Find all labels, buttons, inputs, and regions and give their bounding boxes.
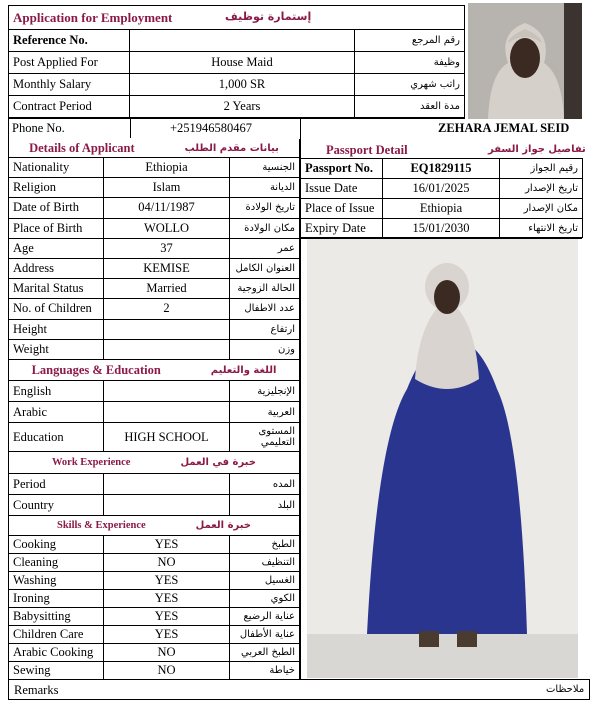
passport-row-value: 15/01/2030: [383, 219, 500, 239]
form-title: Application for Employment: [9, 6, 464, 30]
row-label-ar: عناية الأطفال: [230, 626, 300, 644]
header-row-label: Reference No.: [9, 30, 130, 52]
row-label-ar: التنظيف: [230, 554, 300, 572]
row-label-ar: العنوان الكامل: [230, 259, 300, 279]
row-value: [104, 495, 230, 516]
row-value: KEMISE: [104, 259, 230, 279]
row-value: [104, 340, 230, 360]
row-value: [104, 402, 230, 423]
row-label-ar: الحالة الزوجية: [230, 279, 300, 299]
row-value: Ethiopia: [104, 158, 230, 178]
section-header: [9, 139, 300, 158]
passport-row-label: Passport No.: [301, 159, 383, 179]
row-value: NO: [104, 554, 230, 572]
section-header: [9, 452, 300, 474]
row-value: NO: [104, 662, 230, 680]
row-label-ar: خياطة: [230, 662, 300, 680]
applicant-portrait: [468, 3, 582, 119]
passport-row-label: Issue Date: [301, 179, 383, 199]
header-row-label-ar: رقم المرجع: [355, 30, 464, 52]
row-value: 37: [104, 239, 230, 259]
row-label-ar: الجنسية: [230, 158, 300, 178]
section-title: Languages & Education: [31, 362, 161, 377]
header-row-label: Post Applied For: [9, 52, 130, 74]
row-label: Arabic Cooking: [9, 644, 104, 662]
header-row-value: 1,000 SR: [130, 74, 355, 96]
row-value: YES: [104, 590, 230, 608]
row-value: YES: [104, 626, 230, 644]
passport-row-label-ar: مكان الإصدار: [500, 199, 582, 219]
section-title: Details of Applicant: [29, 140, 135, 155]
row-label-ar: تاريخ الولادة: [230, 198, 300, 218]
row-label: Children Care: [9, 626, 104, 644]
passport-row-label: Expiry Date: [301, 219, 383, 239]
passport-row-label-ar: رقيم الجواز: [500, 159, 582, 179]
row-label-ar: العربية: [230, 402, 300, 423]
row-label: Sewing: [9, 662, 104, 680]
row-label: Education: [9, 423, 104, 452]
applicant-full-photo: [307, 239, 578, 678]
header-row-label: Contract Period: [9, 96, 130, 118]
row-label: Cooking: [9, 536, 104, 554]
row-value: YES: [104, 536, 230, 554]
passport-row-label-ar: تاريخ الانتهاء: [500, 219, 582, 239]
header-row-value: 2 Years: [130, 96, 355, 118]
row-label: Weight: [9, 340, 104, 360]
row-label-ar: الغسيل: [230, 572, 300, 590]
row-label: Age: [9, 239, 104, 259]
row-label: Date of Birth: [9, 198, 104, 218]
header-row-label-ar: مدة العقد: [355, 96, 464, 118]
row-label-ar: المده: [230, 474, 300, 495]
row-label: No. of Children: [9, 299, 104, 319]
row-label: Ironing: [9, 590, 104, 608]
section-title-ar: اللغة والتعليم: [210, 364, 277, 376]
row-label-ar: المستوى التعليمي: [230, 423, 300, 452]
passport-row-value: Ethiopia: [383, 199, 500, 219]
row-label: Washing: [9, 572, 104, 590]
row-label-ar: ارتفاع: [230, 320, 300, 340]
passport-row-value: 16/01/2025: [383, 179, 500, 199]
row-label: English: [9, 381, 104, 402]
row-value: [104, 474, 230, 495]
row-label-ar: مكان الولادة: [230, 219, 300, 239]
header-row-value: [130, 30, 355, 52]
remarks-row: [8, 679, 590, 700]
row-value: HIGH SCHOOL: [104, 423, 230, 452]
form-title-ar: إستمارة توظيف: [225, 10, 312, 23]
remarks-label-ar: ملاحظات: [546, 684, 585, 695]
row-label: Period: [9, 474, 104, 495]
row-label-ar: الديانة: [230, 178, 300, 198]
row-label-ar: الإنجليزية: [230, 381, 300, 402]
remarks-label: Remarks: [14, 683, 59, 697]
header-row-value: House Maid: [130, 52, 355, 74]
passport-row-value: EQ1829115: [383, 159, 500, 179]
section-title: Skills & Experience: [56, 520, 146, 531]
row-label-ar: عمر: [230, 239, 300, 259]
row-label-ar: عدد الاطفال: [230, 299, 300, 319]
section-header: [9, 360, 300, 381]
row-label-ar: عناية الرضيع: [230, 608, 300, 626]
passport-title-ar: تفاصيل جواز السفر: [488, 144, 586, 155]
row-value: WOLLO: [104, 219, 230, 239]
row-label: Height: [9, 320, 104, 340]
row-label: Nationality: [9, 158, 104, 178]
section-title: Work Experience: [52, 457, 131, 468]
section-title-ar: خبرة العمل: [195, 520, 252, 531]
row-value: 04/11/1987: [104, 198, 230, 218]
header-row-label-ar: وظيفة: [355, 52, 464, 74]
passport-row-label-ar: تاريخ الإصدار: [500, 179, 582, 199]
row-value: YES: [104, 608, 230, 626]
row-label-ar: الطبخ: [230, 536, 300, 554]
section-header: [9, 516, 300, 536]
applicant-name: ZEHARA JEMAL SEID: [438, 121, 570, 135]
row-label-ar: وزن: [230, 340, 300, 360]
row-value: NO: [104, 644, 230, 662]
passport-title: Passport Detail: [326, 143, 408, 157]
row-value: 2: [104, 299, 230, 319]
row-label-ar: الكوي: [230, 590, 300, 608]
row-label-ar: البلد: [230, 495, 300, 516]
row-label: Country: [9, 495, 104, 516]
row-label: Religion: [9, 178, 104, 198]
phone-label: Phone No.: [12, 121, 65, 135]
passport-row-label: Place of Issue: [301, 199, 383, 219]
phone-value: +251946580467: [170, 121, 253, 135]
section-title-ar: بيانات مقدم الطلب: [184, 142, 279, 154]
row-label: Address: [9, 259, 104, 279]
row-value: [104, 320, 230, 340]
row-label: Babysitting: [9, 608, 104, 626]
row-value: Islam: [104, 178, 230, 198]
header-row-label: Monthly Salary: [9, 74, 130, 96]
row-label: Place of Birth: [9, 219, 104, 239]
row-label-ar: الطبخ العربي: [230, 644, 300, 662]
row-value: YES: [104, 572, 230, 590]
row-value: Married: [104, 279, 230, 299]
section-title-ar: خبرة في العمل: [180, 457, 256, 468]
header-row-label-ar: راتب شهري: [355, 74, 464, 96]
row-label: Marital Status: [9, 279, 104, 299]
row-label: Cleaning: [9, 554, 104, 572]
row-value: [104, 381, 230, 402]
row-label: Arabic: [9, 402, 104, 423]
